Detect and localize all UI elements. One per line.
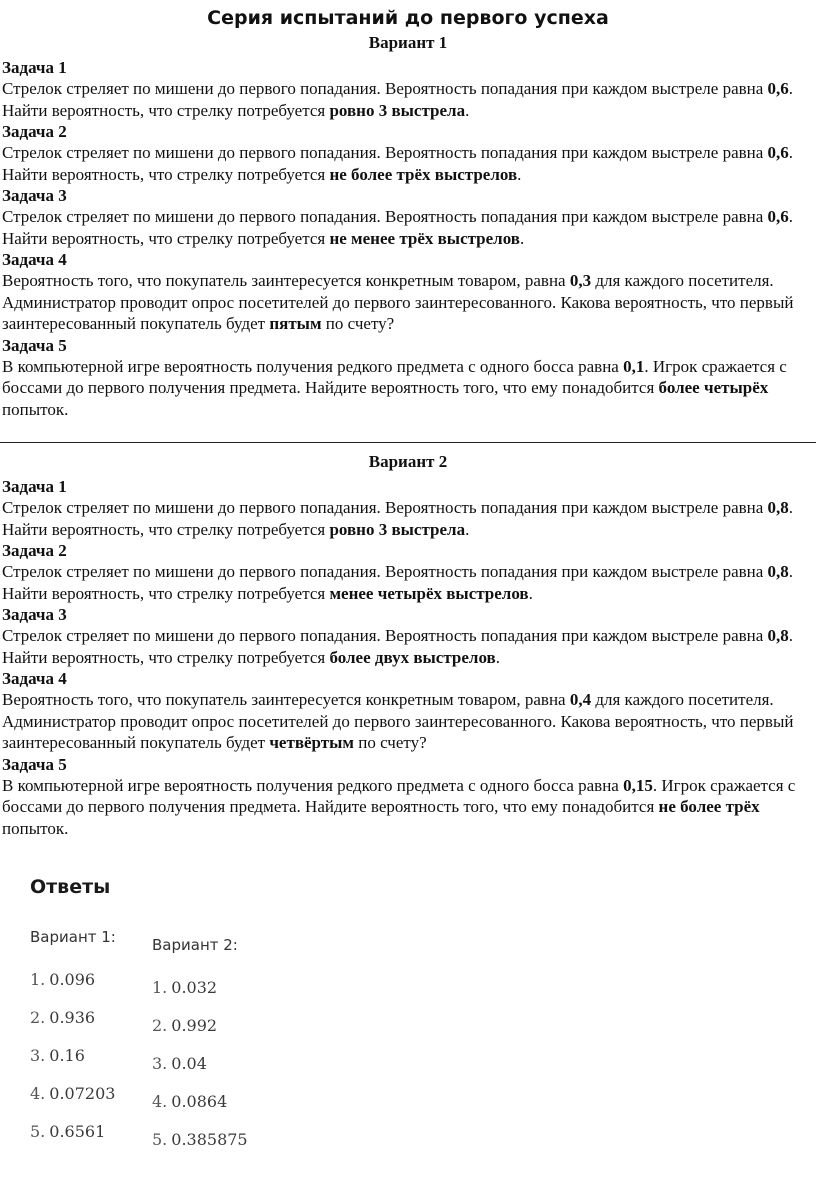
task-value: 0,6 xyxy=(767,207,789,226)
variant-1-heading: Вариант 1 xyxy=(368,33,448,52)
answers-variant-2-label: Вариант 2: xyxy=(152,936,238,954)
task-value: 0,8 xyxy=(767,498,789,517)
answers-list xyxy=(152,978,248,1168)
task-text: Стрелок стреляет по мишени до первого попадания. Вероятность попадания при каждом выстреле равна 0,8. Найти вероятность, что стрелку потребуется менее четырёх выстрелов. xyxy=(2,562,794,603)
task-heading: Задача 1 xyxy=(2,477,67,496)
task-heading: Задача 2 xyxy=(2,541,67,560)
task-item xyxy=(2,249,814,335)
task-value: 0,8 xyxy=(767,562,789,581)
variant-1-section xyxy=(2,33,814,420)
task-value: 0,4 xyxy=(569,690,592,709)
task-text: Вероятность того, что покупатель заинтересуется конкретным товаром, равна 0,3 для каждого посетителя. Администратор проводит опрос посетителей до первого заинтересованного. Какова вероятность, что первый заинтересованный покупатель будет пятым по счету? xyxy=(2,271,794,333)
answer-item: 2. 0.992 xyxy=(152,1016,218,1035)
variant-2-section xyxy=(2,452,814,839)
document-title: Серия испытаний до первого успеха xyxy=(207,7,609,29)
task-value: 0,8 xyxy=(767,626,789,645)
answer-item: 5. 0.6561 xyxy=(30,1122,106,1141)
answer-item: 4. 0.0864 xyxy=(152,1092,228,1111)
task-condition: ровно 3 выстрела xyxy=(329,100,466,120)
answer-item: 3. 0.16 xyxy=(30,1046,85,1065)
task-item xyxy=(2,335,814,421)
task-text: В компьютерной игре вероятность получения редкого предмета с одного босса равна 0,15. Игрок сражается с боссами до первого получения предмета. Найдите вероятность того, что ему понадобится не более трёх попыток. xyxy=(2,775,796,838)
answers-section xyxy=(0,868,816,1178)
task-text: Стрелок стреляет по мишени до первого попадания. Вероятность попадания при каждом выстреле равна 0,6. Найти вероятность, что стрелку потребуется не менее трёх выстрелов. xyxy=(2,207,794,248)
task-value: 0,3 xyxy=(569,271,592,290)
task-value: 0,1 xyxy=(623,356,645,376)
task-value: 0,6 xyxy=(767,79,789,98)
task-condition: не более трёх xyxy=(658,797,760,816)
task-text: Стрелок стреляет по мишени до первого попадания. Вероятность попадания при каждом выстреле равна 0,8. Найти вероятность, что стрелку потребуется более двух выстрелов. xyxy=(2,626,794,667)
task-item xyxy=(2,121,814,185)
task-heading: Задача 1 xyxy=(2,58,67,77)
answer-item: 1. 0.032 xyxy=(152,978,218,997)
task-heading: Задача 2 xyxy=(2,122,67,141)
section-divider xyxy=(0,442,816,443)
answer-item: 3. 0.04 xyxy=(152,1054,207,1073)
answer-item: 4. 0.07203 xyxy=(30,1084,116,1103)
task-condition: ровно 3 выстрела xyxy=(329,519,466,539)
task-heading: Задача 4 xyxy=(2,669,67,688)
task-condition: пятым xyxy=(269,314,322,333)
task-value: 0,15 xyxy=(623,775,653,795)
task-item xyxy=(2,57,814,121)
task-heading: Задача 5 xyxy=(2,754,67,774)
task-condition: не более трёх выстрелов xyxy=(329,164,518,184)
answers-variant-1-label: Вариант 1: xyxy=(30,928,116,946)
task-condition: более двух выстрелов xyxy=(329,647,496,667)
task-heading: Задача 3 xyxy=(2,605,67,624)
task-item xyxy=(2,476,814,540)
task-condition: четвёртым xyxy=(269,733,354,752)
task-item xyxy=(2,754,814,840)
task-text: Стрелок стреляет по мишени до первого попадания. Вероятность попадания при каждом выстреле равна 0,6. Найти вероятность, что стрелку потребуется ровно 3 выстрела. xyxy=(2,79,794,120)
answer-item: 2. 0.936 xyxy=(30,1008,96,1027)
task-condition: более четырёх xyxy=(658,378,769,397)
answers-title: Ответы xyxy=(30,876,111,898)
task-item xyxy=(2,540,814,604)
task-value: 0,6 xyxy=(767,143,789,162)
task-text: Стрелок стреляет по мишени до первого попадания. Вероятность попадания при каждом выстреле равна 0,8. Найти вероятность, что стрелку потребуется ровно 3 выстрела. xyxy=(2,498,794,539)
task-heading: Задача 3 xyxy=(2,186,67,205)
answers-variant-1 xyxy=(30,928,116,1160)
answer-item: 5. 0.385875 xyxy=(152,1130,248,1149)
task-condition: не менее трёх выстрелов xyxy=(329,228,520,248)
answer-item: 1. 0.096 xyxy=(30,970,96,989)
task-item xyxy=(2,185,814,249)
task-heading: Задача 5 xyxy=(2,335,67,355)
answers-list xyxy=(30,970,116,1160)
task-text: В компьютерной игре вероятность получения редкого предмета с одного босса равна 0,1. Игрок сражается с боссами до первого получения предмета. Найдите вероятность того, что ему понадобится более четырёх попыток. xyxy=(2,356,787,419)
task-text: Вероятность того, что покупатель заинтересуется конкретным товаром, равна 0,4 для каждого посетителя. Администратор проводит опрос посетителей до первого заинтересованного. Какова вероятность, что первый заинтересованный покупатель будет четвёртым по счету? xyxy=(2,690,794,752)
task-condition: менее четырёх выстрелов xyxy=(329,583,529,603)
answers-variant-2 xyxy=(152,936,248,1168)
variant-2-heading: Вариант 2 xyxy=(368,452,448,471)
task-item xyxy=(2,668,814,754)
task-text: Стрелок стреляет по мишени до первого попадания. Вероятность попадания при каждом выстреле равна 0,6. Найти вероятность, что стрелку потребуется не более трёх выстрелов. xyxy=(2,143,794,184)
task-item xyxy=(2,604,814,668)
task-heading: Задача 4 xyxy=(2,250,67,269)
